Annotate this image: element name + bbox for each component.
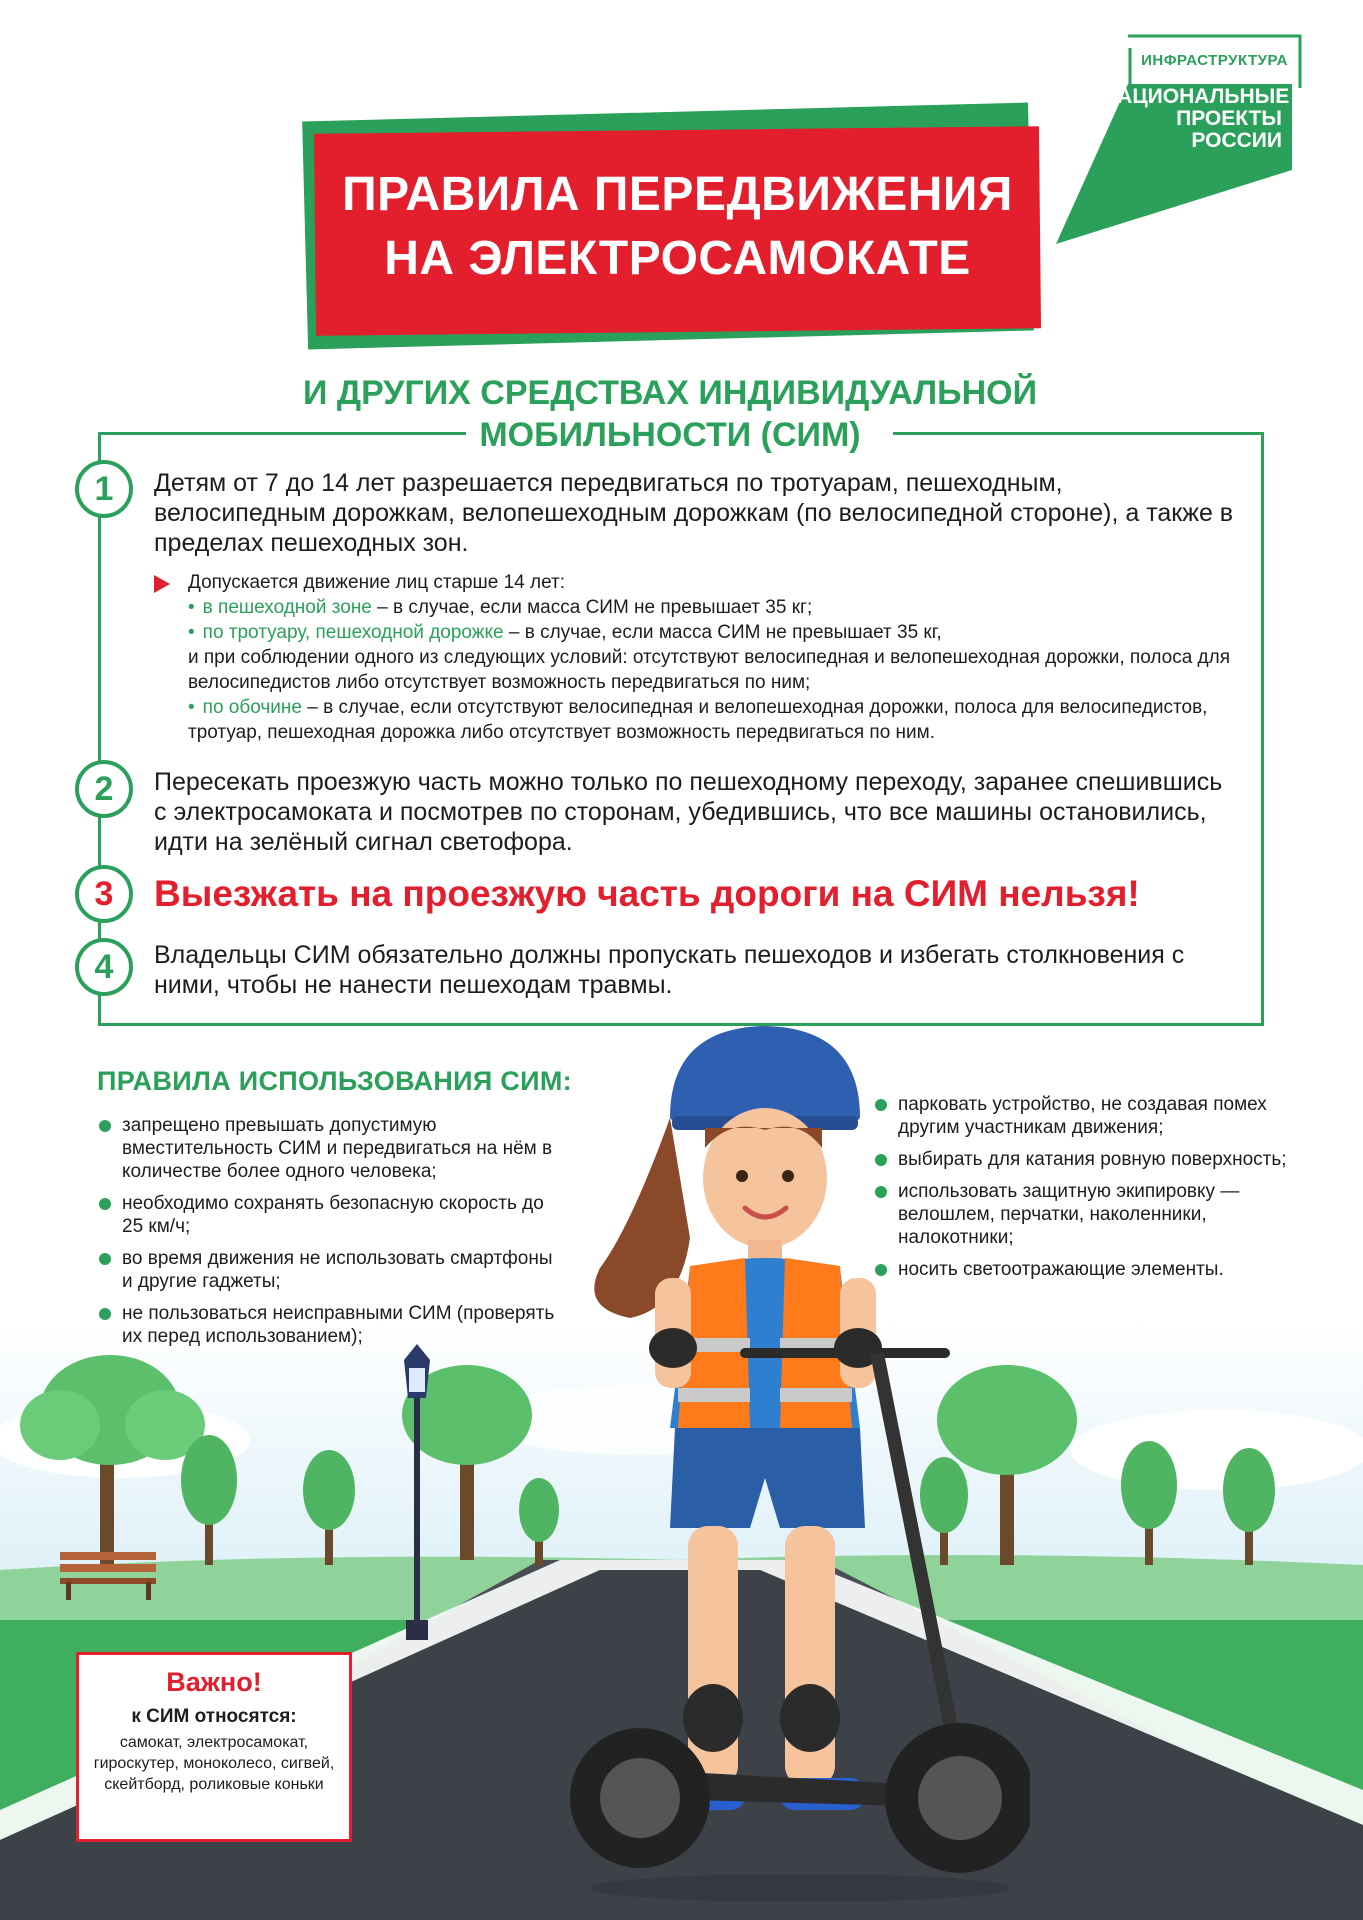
rule-number-2: 2	[75, 760, 133, 818]
usage-list-left	[97, 1114, 567, 1357]
logo-name: НАЦИОНАЛЬНЫЕ ПРОЕКТЫ РОССИИ	[1102, 85, 1290, 152]
details-item-2-highlight: по тротуару, пешеходной дорожке	[202, 622, 504, 643]
important-box	[76, 1652, 352, 1842]
bullet-icon: •	[188, 697, 195, 718]
details-item-2	[154, 620, 1244, 645]
subtitle-line-2: МОБИЛЬНОСТИ (СИМ)	[479, 416, 861, 454]
subtitle-line-1: И ДРУГИХ СРЕДСТВАХ ИНДИВИДУАЛЬНОЙ	[302, 374, 1038, 412]
list-item: парковать устройство, не создавая помех другим участникам движения;	[873, 1093, 1293, 1139]
bullet-icon: •	[188, 622, 195, 643]
important-subtitle: к СИМ относятся:	[131, 1706, 297, 1727]
important-title: Важно!	[166, 1667, 262, 1697]
details-item-2-cont: и при соблюдении одного из следующих условий: отсутствуют велосипедная и велопешеходная дорожки, полоса для велосипедистов либо отсутствует возможность передвигаться по ним;	[188, 647, 1231, 693]
rule-4-text: Владельцы СИМ обязательно должны пропускать пешеходов и избегать столкновения с ними, чтобы не нанести пешеходам травмы.	[154, 941, 1185, 999]
rule-1-text: Детям от 7 до 14 лет разрешается передвигаться по тротуарам, пешеходным, велосипедным дорожкам, велопешеходным дорожкам (по велосипедной стороне), а также в пределах пешеходных зон.	[154, 469, 1234, 557]
title-line-2: НА ЭЛЕКТРОСАМОКАТЕ	[384, 232, 971, 285]
list-item: выбирать для катания ровную поверхность;	[873, 1148, 1293, 1171]
frame-top-right	[893, 432, 1264, 435]
details-item-3-rest: – в случае, если отсутствуют велосипедная и велопешеходная дорожки, полоса для велосипедистов, тротуар, пешеходная дорожка либо отсутствует возможность передвигаться по ним.	[188, 697, 1208, 743]
usage-list-right	[873, 1093, 1293, 1290]
rule-number-1: 1	[75, 460, 133, 518]
list-item: носить светоотражающие элементы.	[873, 1258, 1293, 1281]
national-projects-logo	[1050, 30, 1310, 245]
list-item: запрещено превышать допустимую вместительность СИМ и передвигаться на нём в количестве более одного человека;	[97, 1114, 567, 1183]
important-text: самокат, электросамокат, гироскутер, моноколесо, сигвей, скейтборд, роликовые коньки	[93, 1734, 335, 1793]
page-title	[315, 163, 1040, 291]
list-item: не пользоваться неисправными СИМ (проверять их перед использованием);	[97, 1302, 567, 1348]
details-item-1-rest: – в случае, если масса СИМ не превышает 35 кг;	[371, 597, 813, 618]
details-item-3-highlight: по обочине	[202, 697, 302, 718]
list-item: во время движения не использовать смартфоны и другие гаджеты;	[97, 1247, 567, 1293]
rule-number-4: 4	[75, 938, 133, 996]
rule-1-details	[154, 570, 1244, 745]
rule-2-text: Пересекать проезжую часть можно только по пешеходному переходу, заранее спешившись с электросамоката и посмотрев по сторонам, убедившись, что все машины остановились, идти на зелёный сигнал светофора.	[154, 768, 1223, 856]
rule-number-3: 3	[75, 865, 133, 923]
usage-rules-title: ПРАВИЛА ИСПОЛЬЗОВАНИЯ СИМ:	[97, 1066, 572, 1096]
details-item-3	[154, 695, 1244, 745]
title-line-1: ПРАВИЛА ПЕРЕДВИЖЕНИЯ	[342, 168, 1013, 221]
list-item: использовать защитную экипировку — велошлем, перчатки, наколенники, налокотники;	[873, 1180, 1293, 1249]
frame-top-left	[98, 432, 466, 435]
bullet-icon: •	[188, 597, 195, 618]
details-item-1-highlight: в пешеходной зоне	[202, 597, 372, 618]
list-item: необходимо сохранять безопасную скорость до 25 км/ч;	[97, 1192, 567, 1238]
logo-category: ИНФРАСТРУКТУРА	[1141, 52, 1288, 69]
details-intro: Допускается движение лиц старше 14 лет:	[188, 572, 566, 593]
rule-3-text: Выезжать на проезжую часть дороги на СИМ нельзя!	[154, 873, 1140, 914]
details-item-2-rest: – в случае, если масса СИМ не превышает 35 кг,	[503, 622, 942, 643]
details-item-1	[154, 595, 1244, 620]
